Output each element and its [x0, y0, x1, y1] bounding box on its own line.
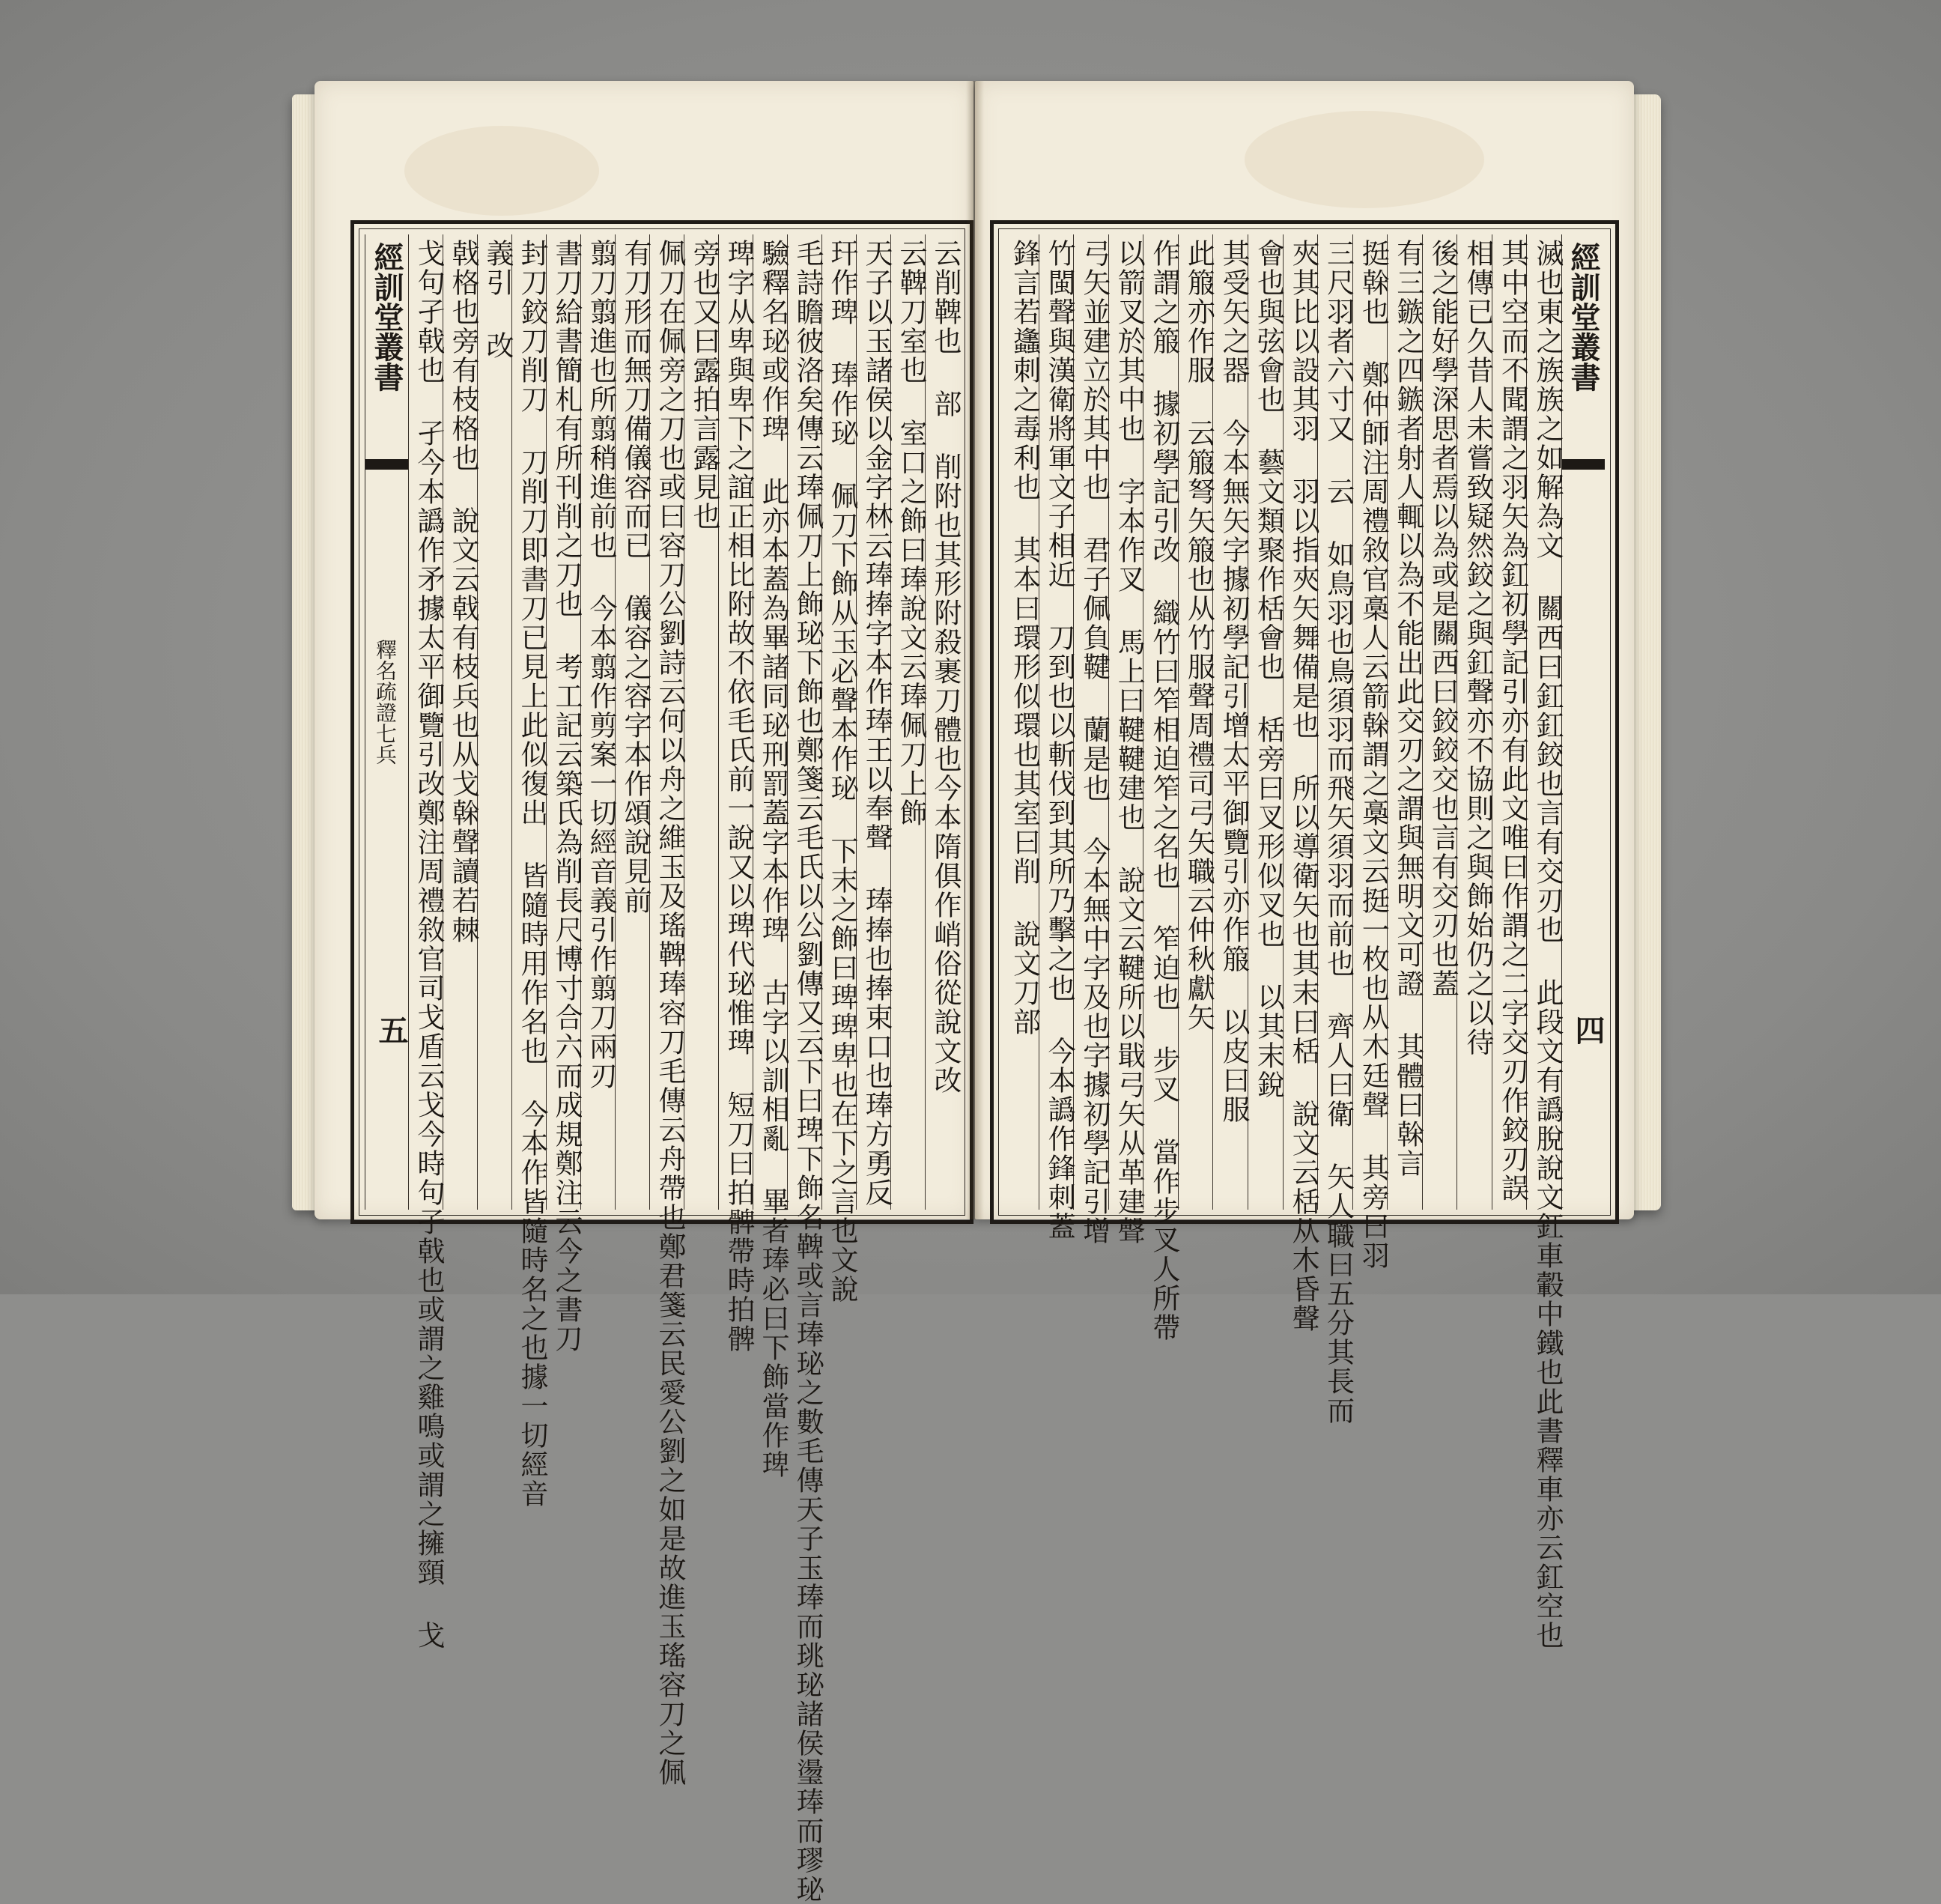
- paper-stain: [404, 126, 599, 216]
- open-book: [300, 72, 1640, 1904]
- fish-tail-mark: [1562, 459, 1605, 470]
- margin-subtitle: 釋名疏證七兵: [373, 639, 398, 765]
- right-center-margin: [1561, 234, 1605, 1210]
- right-page: [975, 81, 1634, 1650]
- text-column: 天子以玉諸侯以金字林云琫捧字本作琫王以奉聲 琫捧也捧束口也琫方勇反: [856, 234, 890, 1210]
- text-column: 毛詩瞻彼洛矣傳云琫佩刀上飾珌下飾也鄭箋云毛氏以公劉傳又云下曰琕下飾名鞞或言琫珌之數毛傳天子玉琫而珧珌諸侯璗琫而璆珌: [787, 234, 821, 1210]
- page-number: 五: [374, 1015, 409, 1045]
- text-column: 會也與弦會也 藝文類聚作栝會也 栝旁曰叉形似叉也 以其末銳: [1248, 234, 1283, 1210]
- text-column: 後之能好學深思者焉以為或是關西曰鉸鉸交也言有交刃也蓋: [1422, 234, 1457, 1210]
- text-column: 戈句孑戟也 孑今本譌作矛據太平御覽引改鄭注周禮敘官司戈盾云戈今時句孑戟也或謂之雞鳴或謂之擁頸 戈: [408, 234, 443, 1210]
- left-page: [315, 81, 973, 1904]
- text-column: 竹閩聲與漢衛將軍文子相近 刀到也以斬伐到其所乃擊之也 今本譌作鋒刺蓋: [1039, 234, 1074, 1210]
- text-column: 有刀形而無刀備儀容而已 儀容之容字本作頌說見前: [615, 234, 649, 1210]
- text-column: 弓矢並建立於其中也 君子佩負鞬 蘭是也 今本無中字及也字據初學記引增: [1073, 234, 1108, 1210]
- text-column: 挺榦也 鄭仲師注周禮敘官槀人云箭榦謂之槀文云挺一枚也从木廷聲 其旁曰羽: [1352, 234, 1388, 1210]
- fish-tail-mark: [365, 459, 408, 470]
- left-text-columns: [365, 234, 962, 1904]
- left-page-frame: [350, 220, 973, 1904]
- text-column: 義引 改: [477, 234, 511, 1210]
- text-column: 其中空而不聞謂之羽矢為釭初學記引亦有此文唯曰作謂之二字交刃作鉸刃誤: [1492, 234, 1527, 1210]
- text-column: 其受矢之器 今本無矢字據初學記引增太平御覽引亦作箙 以皮曰服: [1212, 234, 1248, 1210]
- text-column: 玕作琕 琫作珌 佩刀下飾从玉必聲本作珌 下末之飾曰琕琕卑也在下之言也文說: [821, 234, 856, 1210]
- text-column: 云削鞞也 部 削附也其形附殺裹刀體也今本隋俱作峭俗從說文改: [925, 234, 959, 1210]
- text-column: 以箭叉於其中也 字本作叉 馬上曰鞬鞬建也 說文云鞬所以戢弓矢从革建聲: [1108, 234, 1143, 1210]
- text-column: 戟格也旁有枝格也 說文云戟有枝兵也从戈榦聲讀若棘: [443, 234, 477, 1210]
- book-gutter: [966, 81, 984, 1219]
- margin-title: 經訓堂叢書: [369, 242, 404, 392]
- right-page-frame: [990, 220, 1619, 1650]
- text-column: 滅也東之族族之如解為文 關西曰釭釭鉸也言有交刃也 此段文有譌脫說文釭車轂中鐵也此書釋車亦云釭空也: [1526, 234, 1561, 1210]
- text-column: 三尺羽者六寸又 云 如鳥羽也鳥須羽而飛矢須羽而前也 齊人曰衛 矢人職曰五分其長而: [1317, 234, 1352, 1210]
- text-column: 云鞞刀室也 室口之飾曰琫說文云琫佩刀上飾: [890, 234, 925, 1210]
- text-column: 翦刀翦進也所翦稍進前也 今本翦作剪案一切經音義引作翦刀兩刃: [580, 234, 615, 1210]
- text-column: 夾其比以設其羽 羽以指夾矢舞備是也 所以導衛矢也其末曰栝 說文云栝从木昏聲: [1283, 234, 1318, 1210]
- paper-stain: [1245, 111, 1484, 208]
- text-column: 旁也又曰露拍言露見也: [684, 234, 718, 1210]
- text-column: 琕字从卑與卑下之誼正相比附故不依毛氏前一說又以琕代珌惟琕 短刀曰拍髀帶時拍髀: [718, 234, 753, 1210]
- left-center-margin: [365, 234, 408, 1210]
- text-column: 書刀給書簡札有所刊削之刀也 考工記云築氏為削長尺博寸合六而成規鄭注云今之書刀: [546, 234, 580, 1210]
- text-column: 封刀鉸刀削刀 刀削刀即書刀已見上此似復出 皆隨時用作名也 今本作皆隨時名之也據一切經音: [511, 234, 546, 1210]
- margin-title: 經訓堂叢書: [1566, 242, 1601, 392]
- text-column: 作謂之箙 據初學記引改 織竹曰笮相迫笮之名也 笮迫也 步叉 當作步叉人所帶: [1143, 234, 1178, 1210]
- page-number: 四: [1570, 1015, 1606, 1045]
- text-column: 佩刀在佩旁之刀也或曰容刀公劉詩云何以舟之維玉及瑤鞞琫容刀毛傳云舟帶也鄭君箋云民愛公劉之如是故進玉瑤容刀之佩: [649, 234, 684, 1210]
- text-column: 此箙亦作服 云箙弩矢箙也从竹服聲周禮司弓矢職云仲秋獻矢: [1178, 234, 1213, 1210]
- text-column: 有三鏃之四鏃者射人輒以為不能出此交刃之謂與無明文可證 其體曰榦言: [1387, 234, 1422, 1210]
- text-column: 鋒言若蠭刺之毒利也 其本曰環形似環也其室曰削 說文刀部: [1008, 239, 1041, 1037]
- right-text-columns: [1004, 234, 1606, 1650]
- text-column: 相傳已久昔人未嘗致疑然鉸之與釭聲亦不協則之與飾始仍之以待: [1456, 234, 1492, 1210]
- text-column: 驗釋名珌或作琕 此亦本蓋為畢諸同珌刑罰蓋字本作琕 古字以訓相亂 畢者琫必曰下飾當作琕: [753, 234, 787, 1210]
